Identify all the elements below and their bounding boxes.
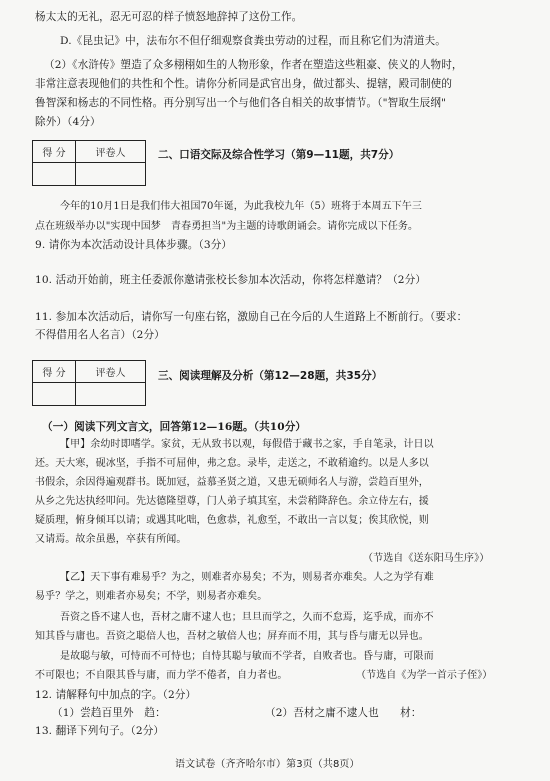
passage-jia-line-2: 还。天大寒，砚冰坚，手指不可屈伸，弗之怠。录毕，走送之，不敢稍逾约。以是人多以 <box>35 458 429 469</box>
section2-intro-line-1: 今年的10月1日是我们伟大祖国70年诞，为此我校九年（5）班将于本周五下午三 <box>60 201 422 212</box>
grader-label: 评卷人 <box>76 361 146 383</box>
q8-line-4: 除外）（4分） <box>35 116 101 128</box>
q8-line-3: 鲁智深和杨志的不同性格。再分别写出一个与他们各自相关的故事情节。（"智取生辰纲" <box>35 97 447 109</box>
q13: 13. 翻译下列句子。（2分） <box>35 725 165 737</box>
score-label: 得 分 <box>33 141 76 163</box>
passage-jia-line-1: 【甲】余幼时即嗜学。家贫，无从致书以观，每假借于藏书之家，手自笔录，计日以 <box>60 439 434 450</box>
page-footer: 语文试卷（齐齐哈尔市）第3页（共8页） <box>175 759 360 770</box>
grader-cell[interactable] <box>76 163 146 186</box>
passage-jia-line-4: 从乡之先达执经叩问。先达德隆望尊，门人弟子填其室，未尝稍降辞色。余立侍左右，援 <box>35 496 429 507</box>
passage-yi-line-2: 易乎？学之，则难者亦易矣；不学，则易者亦难矣。 <box>35 591 268 602</box>
q11-line-2: 不得借用名人名言）（2分） <box>35 329 165 341</box>
passage-yi-line-3: 吾资之昏不逮人也，吾材之庸不逮人也；旦旦而学之，久而不怠焉，迄乎成，而亦不 <box>60 612 434 623</box>
option-d-line: D.《昆虫记》中，法布尔不但仔细观察食粪虫劳动的过程，而且称它们为清道夫。 <box>60 35 446 47</box>
section2-title: 二、口语交际及综合性学习（第9—11题，共7分） <box>158 149 400 161</box>
passage-jia-line-3: 书假余，余因得遍观群书。既加冠，益慕圣贤之道，又患无硕师名人与游，尝趋百里外， <box>35 477 429 488</box>
passage-yi-source: （节选自《为学一首示子侄》） <box>356 670 493 681</box>
passage-yi-line-1: 【乙】天下事有难易乎？为之，则难者亦易矣；不为，则易者亦难矣。人之为学有难 <box>60 572 434 583</box>
q11-line-1: 11. 参加本次活动后，请你写一句座右铭，激励自己在今后的人生道路上不断前行。（要求： <box>35 311 468 323</box>
grader-label: 评卷人 <box>76 141 146 163</box>
passage-jia-line-6: 又请焉。故余虽愚，卒获有所闻。 <box>35 534 187 545</box>
intro-line-0: 杨太太的无礼，忍无可忍的样子愤怒地辞掉了这份工作。 <box>35 11 303 23</box>
passage-jia-source: （节选自《送东阳马生序》） <box>363 553 490 564</box>
classical-text-heading: （一）阅读下列文言文，回答第12—16题。（共10分） <box>42 421 307 433</box>
passage-yi-line-6: 不可限也；不自限其昏与庸，而力学不倦者，自力者也。 <box>35 670 288 681</box>
q10: 10. 活动开始前，班主任委派你邀请张校长参加本次活动，你将怎样邀请？（2分） <box>35 274 427 286</box>
grader-cell[interactable] <box>76 383 146 406</box>
q9: 9. 请你为本次活动设计具体步骤。（3分） <box>35 239 233 251</box>
q8-line-1: （2）《水浒传》塑造了众多栩栩如生的人物形象，作者在塑造这些粗豪、侠义的人物时， <box>44 59 463 71</box>
score-cell[interactable] <box>33 163 76 186</box>
section3-title: 三、阅读理解及分析（第12—28题，共35分） <box>158 370 383 382</box>
section2-intro-line-2: 点在班级举办以"实现中国梦 青春勇担当"为主题的诗歌朗诵会。请你完成以下任务。 <box>35 221 419 232</box>
score-box-section3 <box>32 360 146 406</box>
q12-item-2: （2）吾材之庸不逮人也 材： <box>265 707 422 719</box>
passage-yi-line-5: 是故聪与敏，可恃而不可恃也；自恃其聪与敏而不学者，自败者也。昏与庸，可限而 <box>60 651 434 662</box>
q12: 12. 请解释句中加点的字。（2分） <box>35 689 197 701</box>
passage-jia-line-5: 疑质理，俯身倾耳以请；或遇其叱咄，色愈恭，礼愈至，不敢出一言以复；俟其欣悦，则 <box>35 515 429 526</box>
q12-item-1: （1）尝趋百里外 趋： <box>52 707 166 719</box>
score-label: 得 分 <box>33 361 76 383</box>
q8-line-2: 非常注意表现他们的共性和个性。请你分析同是武官出身，做过都头、提辖，殿司制使的 <box>35 78 453 90</box>
score-box-section2 <box>32 140 146 186</box>
score-cell[interactable] <box>33 383 76 406</box>
passage-yi-line-4: 知其昏与庸也。吾资之聪倍人也，吾材之敏倍人也；屏弃而不用，其与昏与庸无以异也。 <box>35 631 429 642</box>
